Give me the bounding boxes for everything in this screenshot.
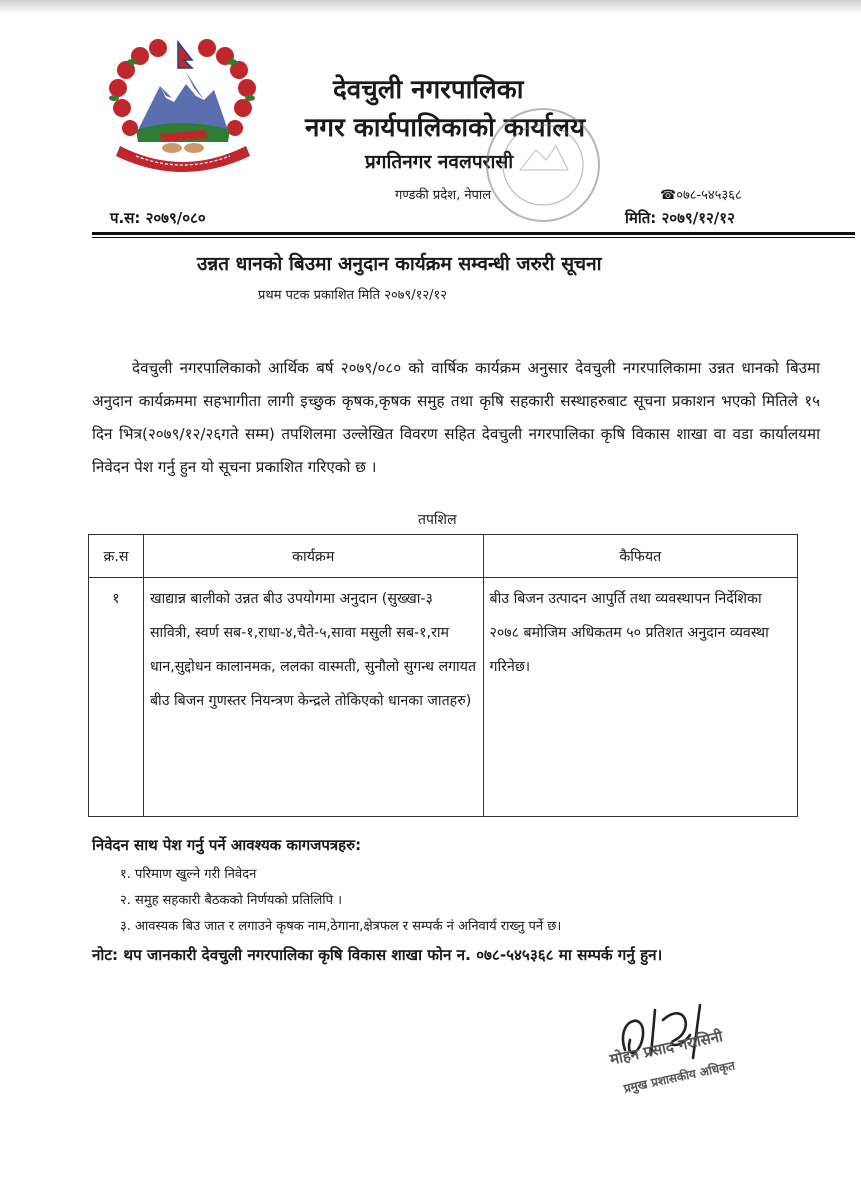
col-header-program: कार्यक्रम: [143, 535, 483, 578]
phone-number: ☎०७८-५४५३६८: [660, 188, 742, 203]
table-header-row: [89, 535, 798, 578]
col-header-remarks: कैफियत: [483, 535, 797, 578]
office-seal-stamp: [478, 100, 608, 230]
cell-remarks: बीउ बिजन उत्पादन आपुर्ति तथा व्यवस्थापन निर्देशिका २०७८ बमोजिम अधिकतम ५० प्रतिशत अनुदान व्यवस्था गरिनेछ।: [483, 578, 797, 817]
scan-edge-shadow: [0, 0, 861, 14]
requirements-title: निवेदन साथ पेश गर्नु पर्ने आवश्यक कागजपत्रहरु:: [92, 836, 362, 854]
header-divider-thin: [92, 237, 855, 238]
province-name: गण्डकी प्रदेश, नेपाल: [395, 188, 492, 203]
notice-published-date: प्रथम पटक प्रकाशित मिति २०७९/१२/१२: [258, 288, 448, 303]
table-caption: तपशिल: [418, 512, 457, 528]
notice-body: देवचुली नगरपालिकाको आर्थिक बर्ष २०७९/०८० को वार्षिक कार्यक्रम अनुसार देवचुली नगरपालिकामा उन्नत धानको बिउमा अनुदान कार्यक्रममा सहभागीता लागी इच्छुक कृषक,कृषक समुह तथा कृषि सहकारी सस्थाहरुबाट सूचना प्रकाशन भएको मितिले १५ दिन भित्र(२०७९/१२/२६गते सम्म) तपशिलमा उल्लेखित विवरण सहित देवचुली नगरपालिका कृषि विकास शाखा वा वडा कार्यालयमा निवेदन पेश गर्नु हुन यो सूचना प्रकाशित गरिएको छ ।: [92, 359, 820, 476]
requirement-item: ३. आवस्यक बिउ जात र लगाउने कृषक नाम,ठेगाना,क्षेत्रफल र सम्पर्क नं अनिवार्य राख्नु पर्ने छ।: [120, 919, 562, 934]
contact-note: नोट: थप जानकारी देवचुली नगरपालिका कृषि विकास शाखा फोन न. ०७८-५४५३६८ मा सम्पर्क गर्नु हुन।: [92, 946, 663, 964]
cell-program: खाद्यान्न बालीको उन्नत बीउ उपयोगमा अनुदान (सुख्खा-३ सावित्री, स्वर्ण सब-१,राधा-४,चैते-५,सावा मसुली सब-१,राम धान,सुद्दोधन कालानमक, ललका वास्मती, सुनौलो सुगन्ध लगायत बीउ बिजन गुणस्तर नियन्त्रण केन्द्रले तोकिएको धानका जातहरु): [143, 578, 483, 817]
signatory-designation: प्रमुख प्रशासकीय अधिकृत: [622, 1058, 737, 1096]
office-name: नगर कार्यपालिकाको कार्यालय: [305, 113, 586, 143]
nepal-emblem-icon: [100, 38, 265, 173]
requirement-item: २. समुह सहकारी बैठकको निर्णयको प्रतिलिपि ।: [120, 893, 343, 908]
cell-sn: १: [89, 578, 144, 817]
table-row: [89, 578, 798, 817]
notice-title: उन्नत धानको बिउमा अनुदान कार्यक्रम सम्वन्धी जरुरी सूचना: [197, 253, 602, 275]
details-table: [88, 534, 798, 817]
header-divider: [92, 232, 855, 235]
reference-number: प.स: २०७९/०८०: [110, 209, 206, 227]
signatory-name: मोहन प्रसाद गरासिनी: [608, 1027, 725, 1069]
municipality-name: देवचुली नगरपालिका: [333, 75, 524, 105]
col-header-sn: क्र.स: [89, 535, 144, 578]
requirement-item: १. परिमाण खुल्ने गरी निवेदन: [120, 867, 257, 882]
issue-date: मिति: २०७९/१२/१२: [625, 209, 735, 227]
office-location: प्रगतिनगर नवलपरासी: [365, 151, 514, 173]
